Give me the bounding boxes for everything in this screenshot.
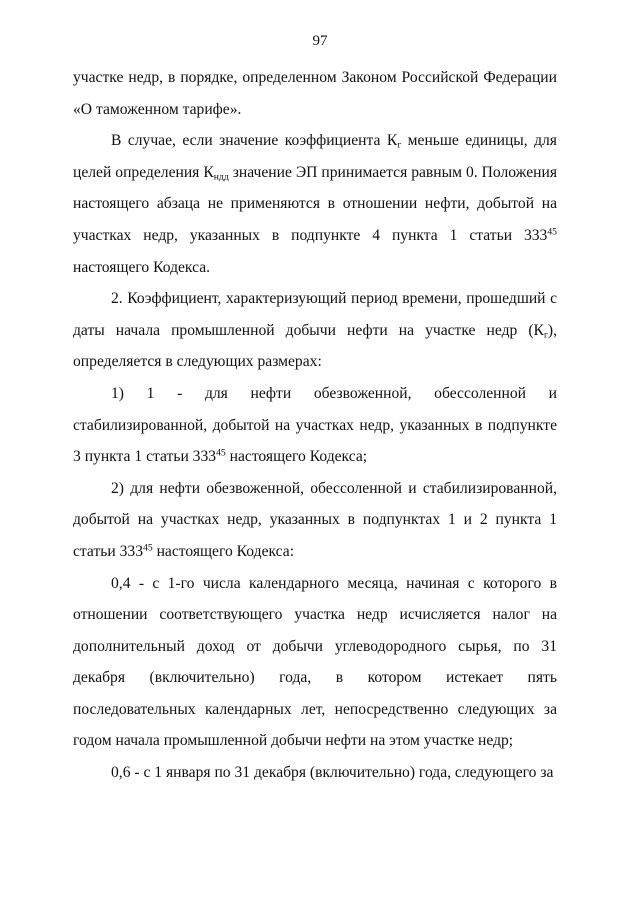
text-run: настоящего Кодекса. bbox=[73, 258, 211, 276]
paragraph bbox=[73, 378, 557, 473]
paragraph bbox=[73, 568, 557, 758]
text-run: 0,6 - с 1 января по 31 декабря (включительно) года, следующего за bbox=[111, 764, 554, 782]
text-run: 2. Коэффициент, характеризующий период времени, прошедший с даты начала промышленной добычи нефти на участке недр (К bbox=[73, 290, 557, 339]
text-run: 2) для нефти обезвоженной, обессоленной и стабилизированной, добытой на участках недр, указанных в подпунктах 1 и 2 пункта 1 статьи 333 bbox=[73, 479, 557, 560]
paragraph bbox=[73, 473, 557, 568]
paragraph bbox=[73, 283, 557, 378]
text-run: участке недр, в порядке, определенном Законом Российской Федерации «О таможенном тарифе». bbox=[73, 69, 557, 118]
paragraph bbox=[73, 62, 557, 125]
superscript: 45 bbox=[143, 542, 153, 554]
text-run: настоящего Кодекса: bbox=[152, 542, 295, 560]
text-run: ), определяется в следующих размерах: bbox=[73, 321, 557, 371]
superscript: 45 bbox=[547, 226, 557, 238]
document-body bbox=[73, 62, 557, 789]
page-number: 97 bbox=[312, 33, 328, 49]
text-run: настоящего Кодекса; bbox=[225, 448, 368, 466]
text-run: 1) 1 - для нефти обезвоженной, обессоленной и стабилизированной, добытой на участках недр, указанных в подпункте 3 пункта 1 статьи 333 bbox=[73, 384, 557, 466]
subscript: ндд bbox=[213, 171, 229, 183]
text-run: 0,4 - с 1-го числа календарного месяца, начиная с которого в отношении соответствующего участка недр исчисляется налог на дополнительный доход от добычи углеводородного сырья, по 31 декабря (включительно) года, в котором истекает пять последовательных календарных лет, непосредственно следующих за годом начала промышленной добычи нефти на этом участке недр; bbox=[73, 574, 557, 750]
text-run: меньше единицы, для целей определения К bbox=[73, 132, 557, 181]
text-run: значение ЭП принимается равным 0. Положения настоящего абзаца не применяются в отношении нефти, добытой на участках недр, указанных в подпункте 4 пункта 1 статьи 333 bbox=[73, 163, 557, 244]
subscript: г bbox=[397, 139, 402, 151]
subscript: г bbox=[543, 329, 548, 341]
superscript: 45 bbox=[216, 447, 226, 459]
text-run: В случае, если значение коэффициента К bbox=[111, 132, 398, 150]
paragraph bbox=[73, 757, 557, 789]
paragraph bbox=[73, 125, 557, 283]
